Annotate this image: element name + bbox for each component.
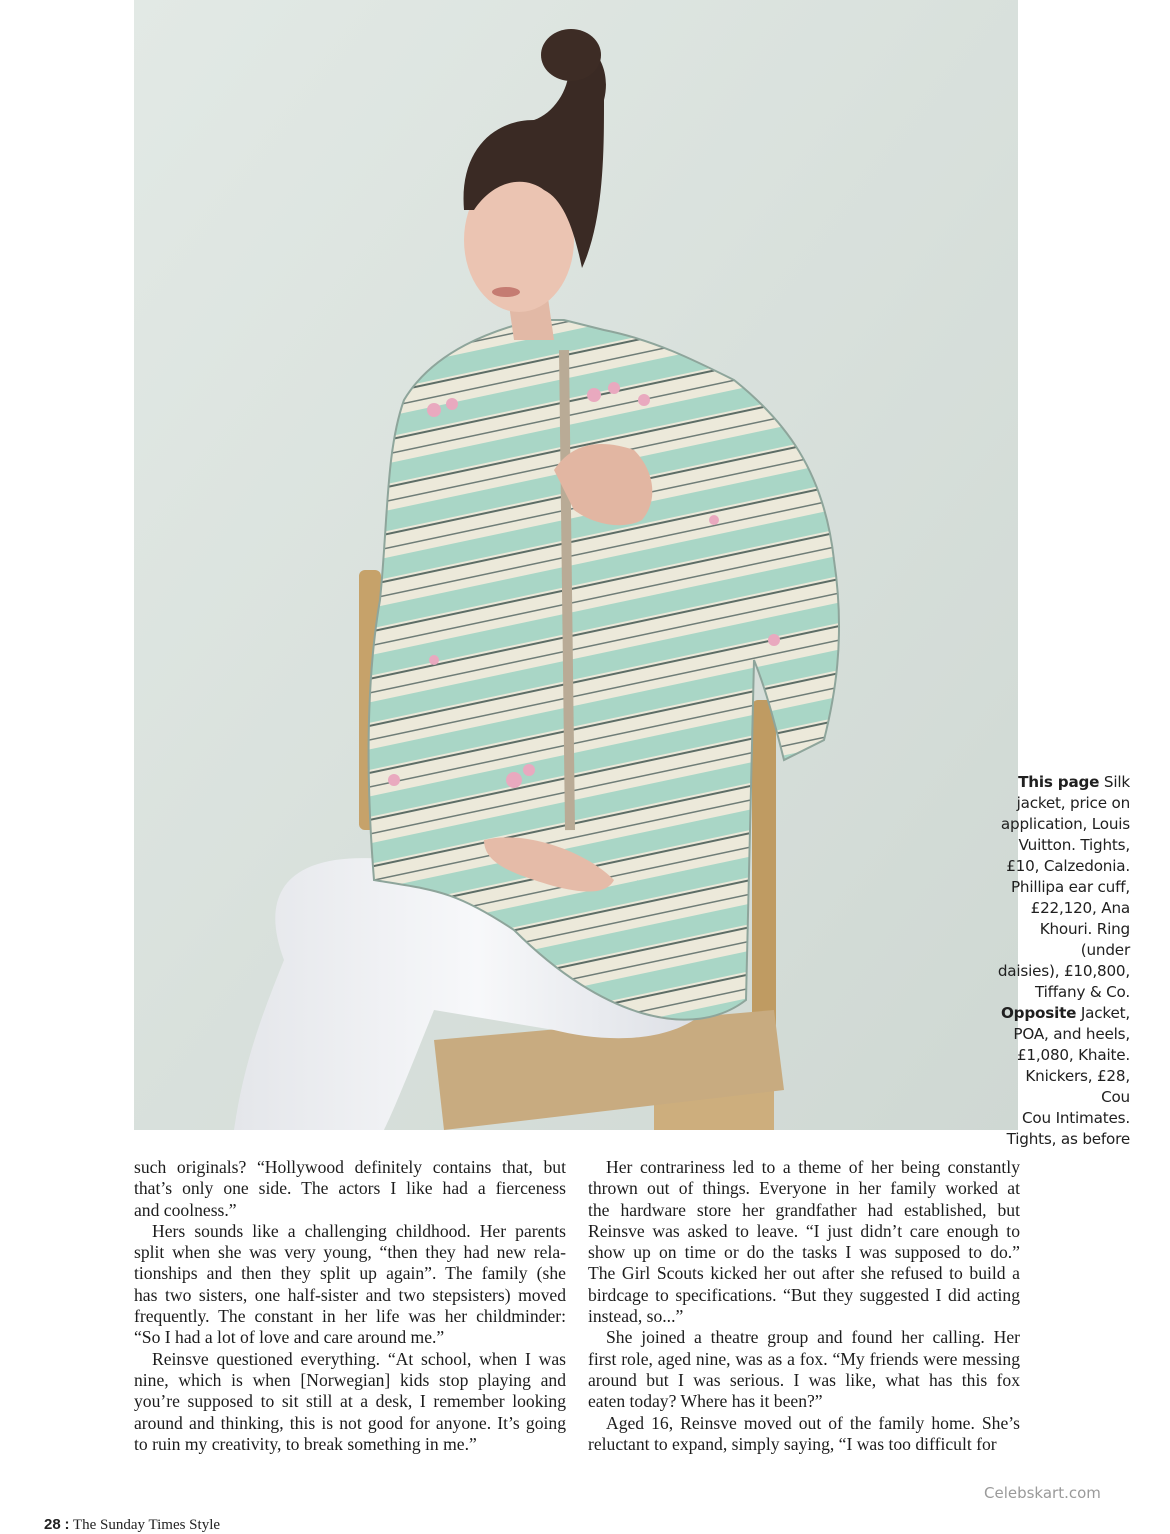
article-line: show up on time or do the tasks I was supposed to do.” xyxy=(588,1242,1020,1263)
caption-line: Cou Intimates. xyxy=(1022,1109,1130,1127)
article-line: first role, aged nine, was as a fox. “My friends were messing xyxy=(588,1348,1020,1369)
article-paragraph xyxy=(134,1221,566,1349)
article-line: Hers sounds like a challenging childhood. Her parents xyxy=(152,1220,566,1241)
article-line: nine, which is when [Norwegian] kids stop playing and xyxy=(134,1369,566,1390)
caption-line: Tiffany & Co. xyxy=(1035,983,1130,1001)
caption-text: Jacket, xyxy=(1080,1004,1130,1022)
article-line: reluctant to expand, simply saying, “I was too difficult for xyxy=(588,1433,997,1454)
article-line: frequently. The constant in her life was her childminder: xyxy=(134,1306,566,1327)
article-line: has two sisters, one half-sister and two stepsisters) moved xyxy=(134,1284,566,1305)
caption-opposite-label: Opposite xyxy=(1000,1004,1077,1022)
caption-line: £22,120, Ana xyxy=(1030,899,1130,917)
caption-line: Vuitton. Tights, xyxy=(1018,836,1130,854)
caption-line: Tights, as before xyxy=(1006,1130,1130,1148)
portrait-illustration xyxy=(134,0,1018,1130)
photo-caption xyxy=(992,772,1130,1150)
caption-line: jacket, price on xyxy=(1016,794,1130,812)
caption-line: POA, and heels, xyxy=(1013,1025,1130,1043)
article-paragraph xyxy=(588,1157,1020,1327)
watermark: Celebskart.com xyxy=(984,1484,1101,1502)
article-line: the hardware store her grandfather had established, but xyxy=(588,1199,1020,1220)
article-line: that’s only one side. The actors I like had a fierceness xyxy=(134,1178,566,1199)
article-paragraph xyxy=(588,1413,1020,1456)
page-number: 28 xyxy=(44,1516,61,1533)
zipper xyxy=(564,350,570,830)
article-column-right xyxy=(588,1157,1020,1455)
article-line: tionships and then they split up again”. The family (she xyxy=(134,1263,566,1284)
publication-name: The Sunday Times Style xyxy=(72,1517,221,1533)
caption-line: Phillipa ear cuff, xyxy=(1010,878,1130,896)
article-line: around but I was serious. I was like, what has this fox xyxy=(588,1369,1020,1390)
caption-line xyxy=(992,772,1130,793)
article-line: instead, so...” xyxy=(588,1306,684,1327)
caption-text: Silk xyxy=(1103,773,1130,791)
caption-line: daisies), £10,800, xyxy=(997,962,1130,980)
article-line: you’re supposed to sit still at a desk, I remember looking xyxy=(134,1391,566,1412)
caption-line: £1,080, Khaite. xyxy=(1016,1046,1130,1064)
caption-line: Knickers, £28, Cou xyxy=(1025,1067,1130,1106)
article-line: She joined a theatre group and found her calling. Her xyxy=(606,1327,1020,1348)
article-line: such originals? “Hollywood definitely contains that, but xyxy=(134,1157,566,1177)
caption-line: Khouri. Ring (under xyxy=(1039,920,1130,959)
caption-line xyxy=(992,1003,1130,1024)
article-line: thrown out of things. Everyone in her family worked at xyxy=(588,1178,1020,1199)
article-line: “So I had a lot of love and care around me.” xyxy=(134,1327,445,1348)
article-paragraph xyxy=(134,1157,566,1221)
footer-separator: : xyxy=(64,1516,70,1533)
article-line: birdcage to specifications. “But they suggested I did acting xyxy=(588,1284,1020,1305)
article-line: eaten today? Where has it been?” xyxy=(588,1391,823,1412)
article-line: around and thinking, this is not good for anyone. It’s going xyxy=(134,1412,566,1433)
article-line: Reinsve was asked to leave. “I just didn’t care enough to xyxy=(588,1220,1020,1241)
article-line: Aged 16, Reinsve moved out of the family home. She’s xyxy=(606,1412,1020,1433)
caption-this-page-label: This page xyxy=(1018,773,1100,791)
editorial-photo xyxy=(134,0,1130,1148)
caption-line: application, Louis xyxy=(1000,815,1130,833)
article-line: Her contrariness led to a theme of her being constantly xyxy=(606,1157,1020,1177)
article-paragraph xyxy=(588,1327,1020,1412)
article-line: split when she was very young, “then they had new rela- xyxy=(134,1242,566,1263)
article-paragraph xyxy=(134,1349,566,1455)
caption-line: £10, Calzedonia. xyxy=(1006,857,1130,875)
article-line: to ruin my creativity, to break something in me.” xyxy=(134,1433,477,1454)
page-footer xyxy=(44,1516,220,1534)
article-line: Reinsve questioned everything. “At school, when I was xyxy=(152,1348,566,1369)
article-column-left xyxy=(134,1157,566,1455)
article-line: and coolness.” xyxy=(134,1199,237,1220)
article-line: The Girl Scouts kicked her out after she refused to build a xyxy=(588,1263,1020,1284)
